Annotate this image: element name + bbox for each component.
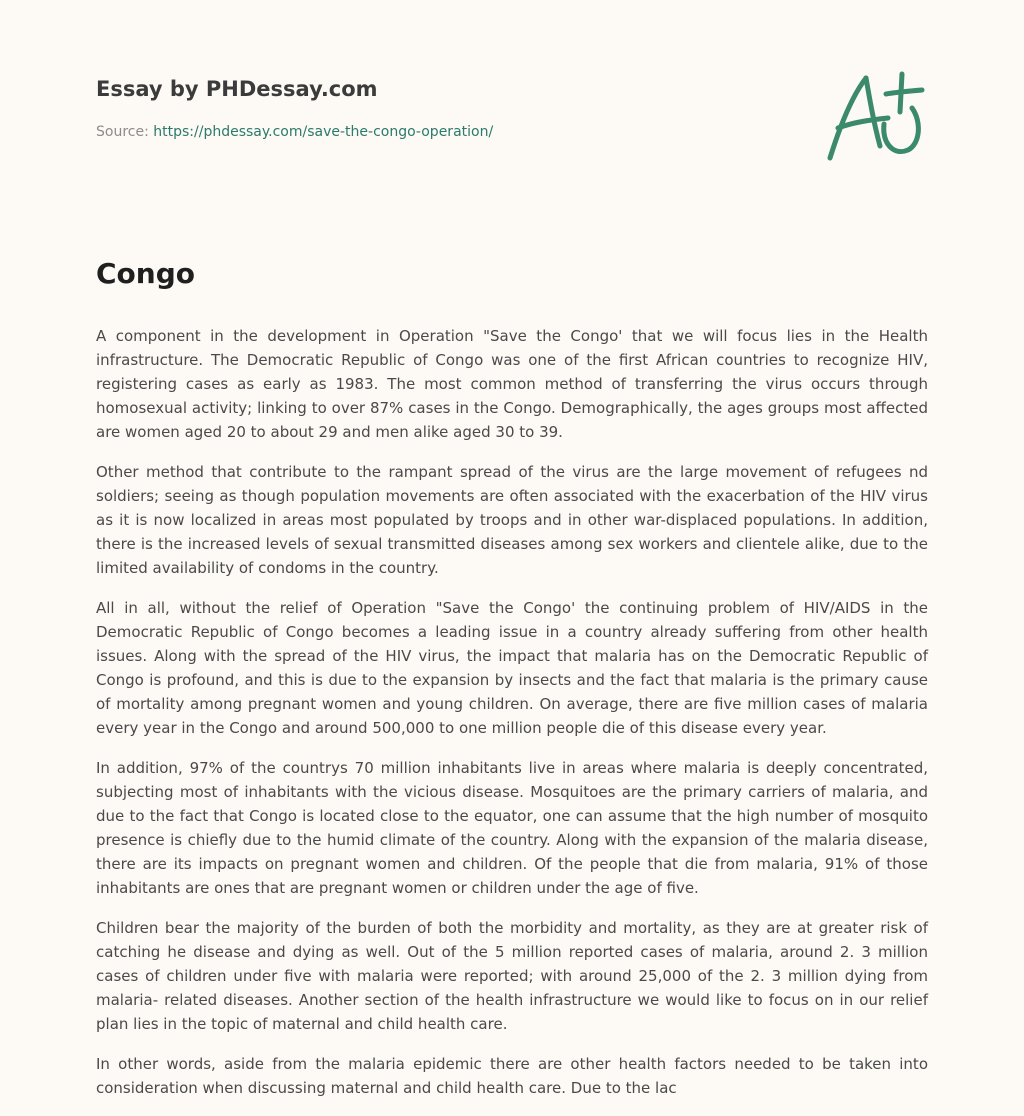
source-label: Source: [96, 124, 154, 140]
essay-paragraph: In other words, aside from the malaria epidemic there are other health factors needed to be taken into consideration when discussing maternal and child health care. Due to the lac [96, 1055, 928, 1097]
essay-paragraph: A component in the development in Operation "Save the Congo' that we will focus lies in the Health infrastructure. The Democratic Republic of Congo was one of the first African countries to recognize HIV, registering cases as early as 1983. The most common method of transferring the virus occurs through homosexual activity; linking to over 87% cases in the Congo. Demographically, the ages groups most affected are women aged 20 to about 29 and men alike aged 30 to 39. [96, 327, 928, 441]
essay-body [96, 254, 928, 1116]
essay-header [96, 74, 936, 142]
essay-paragraph: All in all, without the relief of Operation "Save the Congo' the continuing problem of HIV/AIDS in the Democratic Republic of Congo becomes a leading issue in a country already suffering from other health issues. Along with the spread of the HIV virus, the impact that malaria has on the Democratic Republic of Congo is profound, and this is due to the expansion by insects and the fact that malaria is the primary cause of mortality among pregnant women and young children. On average, there are five million cases of malaria every year in the Congo and around 500,000 to one million people die of this disease every year. [96, 599, 928, 737]
brand-title: Essay by PHDessay.com [96, 77, 378, 101]
essay-paragraph: In addition, 97% of the countrys 70 million inhabitants live in areas where malaria is deeply concentrated, subjecting most of inhabitants with the vicious disease. Mosquitoes are the primary carriers of malaria, and due to the fact that Congo is located close to the equator, one can assume that the high number of mosquito presence is chiefly due to the humid climate of the country. Along with the expansion of the malaria disease, there are its impacts on pregnant women and children. Of the people that die from malaria, 91% of those inhabitants are ones that are pregnant women or children under the age of five. [96, 759, 928, 897]
a-plus-grade-icon [820, 66, 930, 166]
essay-title: Congo [96, 257, 195, 290]
essay-paragraph: Other method that contribute to the rampant spread of the virus are the large movement of refugees nd soldiers; seeing as though population movements are often associated with the exacerbation of the HIV virus as it is now localized in areas most populated by troops and in other war-displaced populations. In addition, there is the increased levels of sexual transmitted diseases among sex workers and clientele alike, due to the limited availability of condoms in the country. [96, 463, 928, 577]
source-line [96, 122, 936, 142]
essay-paragraph: Children bear the majority of the burden of both the morbidity and mortality, as they are at greater risk of catching he disease and dying as well. Out of the 5 million reported cases of malaria, around 2. 3 million cases of children under five with malaria were reported; with around 25,000 of the 2. 3 million dying from malaria- related diseases. Another section of the health infrastructure we would like to focus on in our relief plan lies in the topic of maternal and child health care. [96, 919, 928, 1033]
source-link[interactable]: https://phdessay.com/save-the-congo-operation/ [153, 124, 494, 140]
